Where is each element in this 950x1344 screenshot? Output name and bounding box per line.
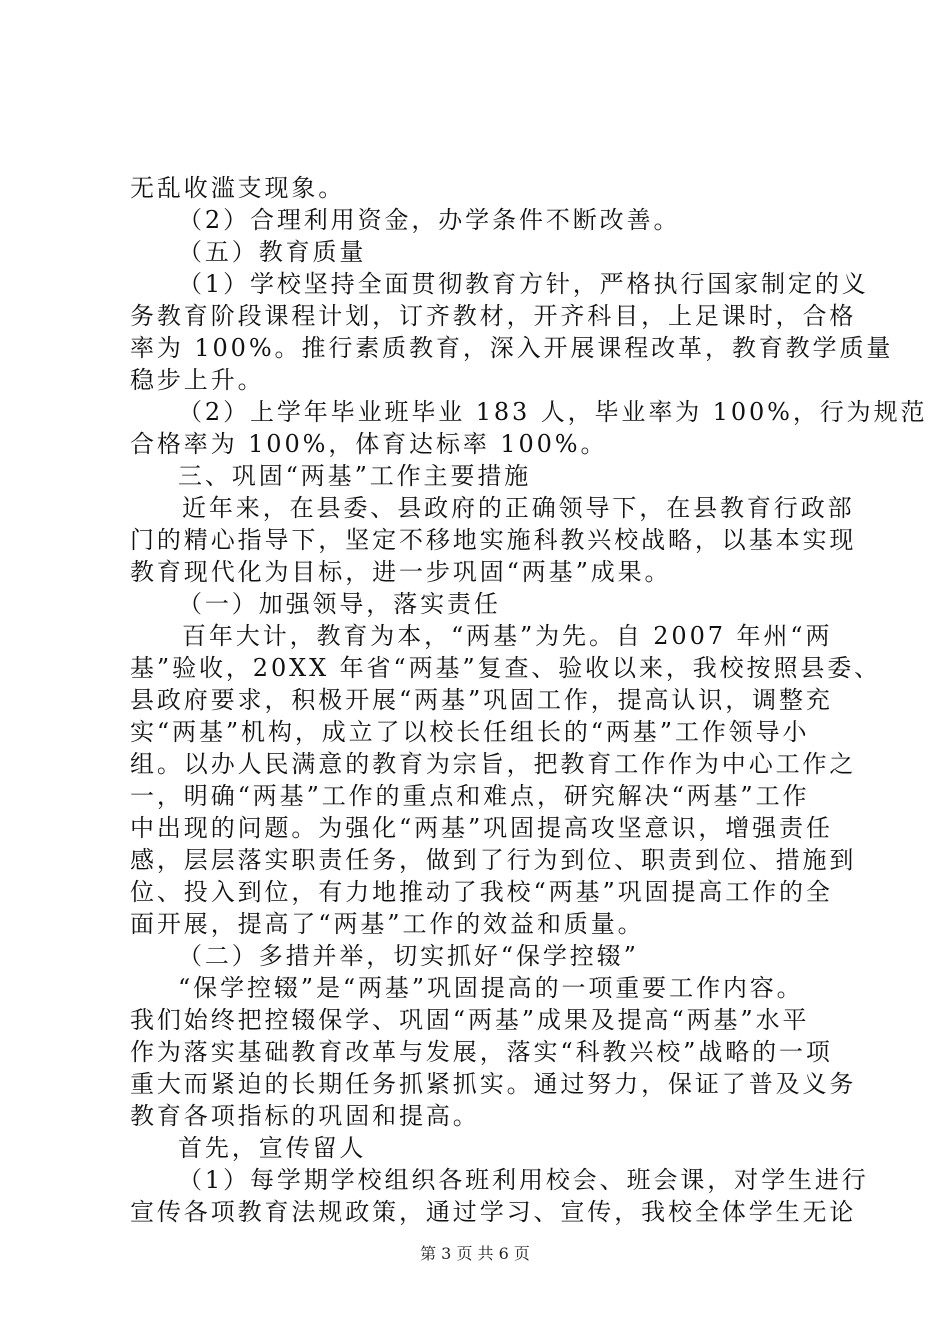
text-line: 县政府要求，积极开展“两基”巩固工作，提高认识，调整充	[130, 686, 833, 714]
text-line: 教育各项指标的巩固和提高。	[130, 1102, 480, 1130]
text-line: 门的精心指导下，坚定不移地实施科教兴校战略，以基本实现	[130, 526, 857, 554]
text-line: 面开展，提高了“两基”工作的效益和质量。	[130, 910, 645, 938]
document-body	[130, 172, 928, 1228]
text-line: （1）学校坚持全面贯彻教育方针，严格执行国家制定的义	[178, 270, 869, 298]
text-line: （五）教育质量	[178, 238, 367, 266]
text-line: 无乱收滥支现象。	[130, 174, 346, 202]
text-line: 合格率为 100%，体育达标率 100%。	[130, 430, 608, 458]
text-line: 稳步上升。	[130, 366, 265, 394]
text-line: 一，明确“两基”工作的重点和难点，研究解决“两基”工作	[130, 782, 810, 810]
text-line: 我们始终把控辍保学、巩固“两基”成果及提高“两基”水平	[130, 1006, 810, 1034]
text-line: 首先，宣传留人	[178, 1134, 367, 1162]
text-line: （2）合理利用资金，办学条件不断改善。	[178, 206, 681, 234]
text-line: 中出现的问题。为强化“两基”巩固提高攻坚意识，增强责任	[130, 814, 833, 842]
text-line: （2）上学年毕业班毕业 183 人，毕业率为 100%，行为规范	[178, 398, 928, 426]
text-line: 百年大计，教育为本，“两基”为先。自 2007 年州“两	[182, 622, 833, 650]
page-footer: 第 3 页 共 6 页	[420, 1244, 530, 1263]
text-line: 基”验收，20XX 年省“两基”复查、验收以来，我校按照县委、	[130, 654, 882, 682]
text-line: 近年来，在县委、县政府的正确领导下，在县教育行政部	[182, 494, 855, 522]
text-line: 重大而紧迫的长期任务抓紧抓实。通过努力，保证了普及义务	[130, 1070, 857, 1098]
text-line: 实“两基”机构，成立了以校长任组长的“两基”工作领导小	[130, 718, 810, 746]
text-line: 三、巩固“两基”工作主要措施	[178, 462, 532, 490]
text-line: 组。以办人民满意的教育为宗旨，把教育工作作为中心工作之	[130, 750, 857, 778]
text-line: 位、投入到位，有力地推动了我校“两基”巩固提高工作的全	[130, 878, 833, 906]
text-line: 教育现代化为目标，进一步巩固“两基”成果。	[130, 558, 672, 586]
text-line: 务教育阶段课程计划，订齐教材，开齐科目，上足课时，合格	[130, 302, 857, 330]
text-line: 作为落实基础教育改革与发展，落实“科教兴校”战略的一项	[130, 1038, 833, 1066]
text-line: 宣传各项教育法规政策，通过学习、宣传，我校全体学生无论	[130, 1198, 857, 1226]
text-line: （1）每学期学校组织各班利用校会、班会课，对学生进行	[178, 1166, 869, 1194]
text-line: 感，层层落实职责任务，做到了行为到位、职责到位、措施到	[130, 846, 857, 874]
text-line: 率为 100%。推行素质教育，深入开展课程改革，教育教学质量	[130, 334, 894, 362]
text-line: “保学控辍”是“两基”巩固提高的一项重要工作内容。	[178, 974, 804, 1002]
text-line: （二）多措并举，切实抓好“保学控辍”	[178, 942, 639, 970]
text-line: （一）加强领导，落实责任	[178, 590, 501, 618]
